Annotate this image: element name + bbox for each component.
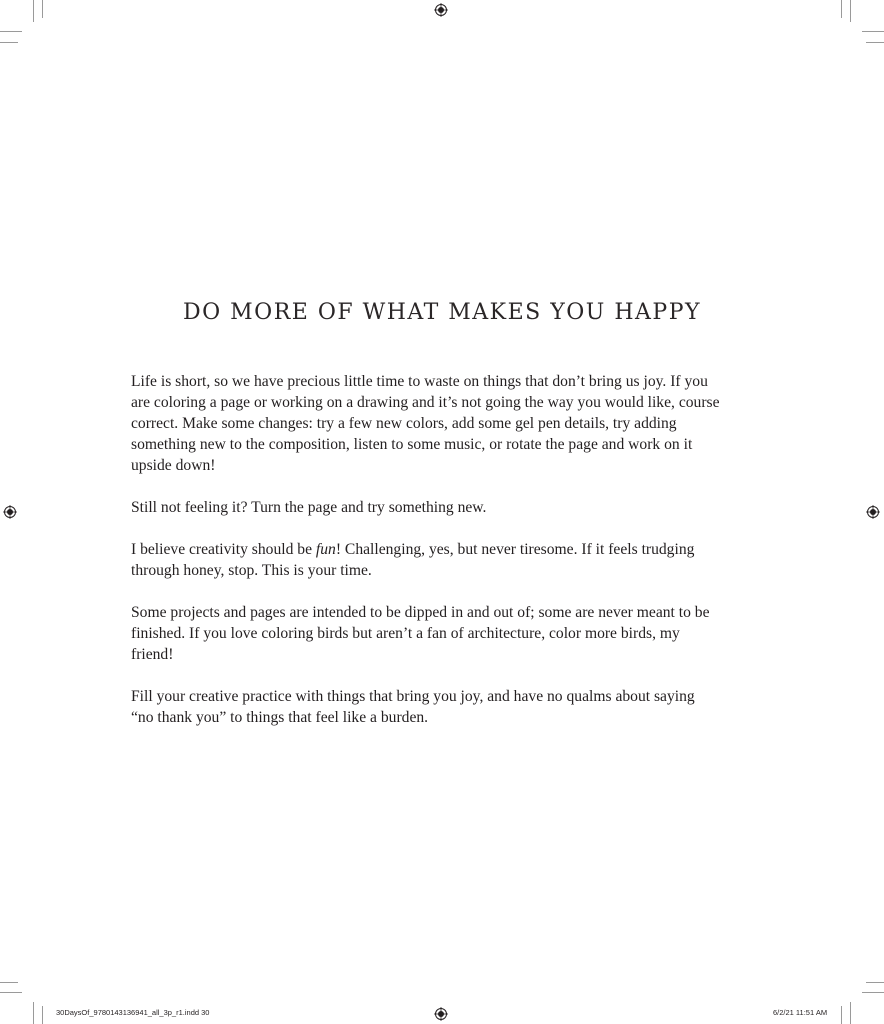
crop-mark	[0, 982, 18, 983]
paragraph	[131, 539, 721, 581]
paragraph: Fill your creative practice with things that bring you joy, and have no qualms about saying “no thank you” to things that feel like a burden.	[131, 688, 695, 726]
paragraph: Some projects and pages are intended to be dipped in and out of; some are never meant to be finished. If you love coloring birds but aren’t a fan of architecture, color more birds, my friend!	[131, 604, 710, 663]
crop-mark	[866, 42, 884, 43]
crop-mark	[0, 992, 22, 993]
crop-mark	[0, 31, 22, 32]
crop-mark	[841, 0, 842, 18]
crop-mark	[866, 982, 884, 983]
crop-mark	[850, 0, 851, 22]
crop-mark	[33, 0, 34, 22]
slug-date-time: 6/2/21 11:51 AM	[773, 1008, 828, 1017]
crop-mark	[33, 1002, 34, 1024]
registration-mark-icon	[3, 505, 17, 519]
registration-mark-icon	[434, 3, 448, 17]
body-text	[131, 371, 721, 749]
paragraph-text: ! Challenging, yes, but never tiresome. If it feels trudging through honey, stop. This is your time.	[131, 541, 695, 579]
registration-mark-icon	[434, 1007, 448, 1021]
slug-file-info: 30DaysOf_9780143136941_all_3p_r1.indd 30	[56, 1008, 210, 1017]
emphasis-text: fun	[315, 541, 336, 558]
registration-mark-icon	[866, 505, 880, 519]
crop-mark	[42, 0, 43, 18]
crop-mark	[862, 31, 884, 32]
page-title: DO MORE OF WHAT MAKES YOU HAPPY	[182, 300, 702, 325]
crop-mark	[841, 1006, 842, 1024]
crop-mark	[0, 42, 18, 43]
crop-mark	[42, 1006, 43, 1024]
paragraph: Still not feeling it? Turn the page and try something new.	[131, 499, 487, 516]
paragraph: Life is short, so we have precious little time to waste on things that don’t bring us joy. If you are coloring a page or working on a drawing and it’s not going the way you would like, course correct. Make some changes: try a few new colors, add some gel pen details, try adding something new to the composition, listen to some music, or rotate the page and work on it upside down!	[131, 373, 720, 474]
paragraph-text: I believe creativity should be	[131, 541, 316, 558]
crop-mark	[850, 1002, 851, 1024]
crop-mark	[862, 992, 884, 993]
